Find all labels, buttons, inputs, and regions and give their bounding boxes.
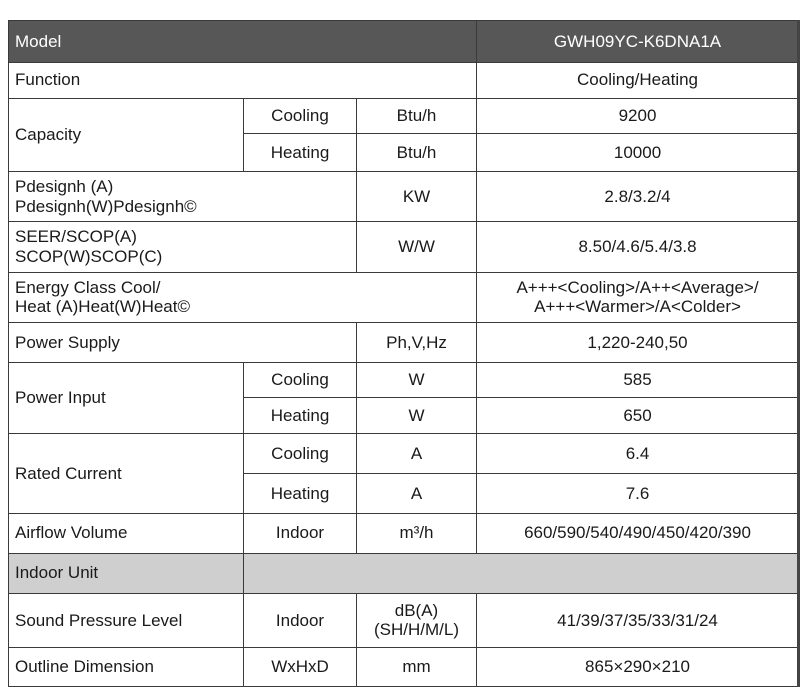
rated-current-cooling-unit: A <box>357 434 477 474</box>
power-supply-unit: Ph,V,Hz <box>357 322 477 362</box>
rated-current-heating-unit: A <box>357 473 477 513</box>
outline-unit: mm <box>357 648 477 687</box>
power-input-cooling-mode: Cooling <box>244 362 357 398</box>
power-supply-row <box>9 322 799 362</box>
capacity-heating-mode: Heating <box>244 134 357 172</box>
energy-class-value-line1: A+++<Cooling>/A++<Average>/ <box>516 277 759 297</box>
pdesignh-label <box>9 172 357 222</box>
spec-table <box>8 20 799 687</box>
rated-current-cooling-mode: Cooling <box>244 434 357 474</box>
power-input-heating-unit: W <box>357 398 477 434</box>
capacity-cooling-value: 9200 <box>477 98 799 134</box>
rated-current-cooling-row <box>9 434 799 474</box>
sound-row <box>9 593 799 648</box>
capacity-cooling-row <box>9 98 799 134</box>
indoor-unit-label: Indoor Unit <box>9 553 244 593</box>
airflow-unit: m³/h <box>357 513 477 553</box>
header-row <box>9 21 799 63</box>
model-value: GWH09YC-K6DNA1A <box>477 21 799 63</box>
capacity-cooling-mode: Cooling <box>244 98 357 134</box>
capacity-label: Capacity <box>9 98 244 171</box>
outline-label: Outline Dimension <box>9 648 244 687</box>
function-label: Function <box>9 62 477 98</box>
power-input-label: Power Input <box>9 362 244 433</box>
seer-row <box>9 222 799 272</box>
airflow-row <box>9 513 799 553</box>
outline-mode: WxHxD <box>244 648 357 687</box>
seer-value: 8.50/4.6/5.4/3.8 <box>477 222 799 272</box>
sound-unit <box>357 593 477 648</box>
outline-row <box>9 648 799 687</box>
energy-class-label-line2: Heat (A)Heat(W)Heat© <box>15 297 191 317</box>
energy-class-value-line2: A+++<Warmer>/A<Colder> <box>534 297 741 317</box>
sound-unit-line1: dB(A) <box>394 600 439 620</box>
energy-class-value <box>477 272 799 322</box>
energy-class-row <box>9 272 799 322</box>
power-input-cooling-value: 585 <box>477 362 799 398</box>
airflow-label: Airflow Volume <box>9 513 244 553</box>
sound-unit-line2: (SH/H/M/L) <box>374 620 459 640</box>
indoor-unit-fill <box>244 553 799 593</box>
power-input-heating-mode: Heating <box>244 398 357 434</box>
pdesignh-unit: KW <box>357 172 477 222</box>
power-input-cooling-unit: W <box>357 362 477 398</box>
pdesignh-row <box>9 172 799 222</box>
sound-label: Sound Pressure Level <box>9 593 244 648</box>
airflow-value: 660/590/540/490/450/420/390 <box>477 513 799 553</box>
power-supply-label: Power Supply <box>9 322 357 362</box>
pdesignh-value: 2.8/3.2/4 <box>477 172 799 222</box>
pdesignh-label-line1: Pdesignh (A) <box>15 177 114 197</box>
outline-value: 865×290×210 <box>477 648 799 687</box>
model-label: Model <box>9 21 477 63</box>
rated-current-heating-value: 7.6 <box>477 473 799 513</box>
seer-label-line2: SCOP(W)SCOP(C) <box>15 246 163 266</box>
rated-current-cooling-value: 6.4 <box>477 434 799 474</box>
function-value: Cooling/Heating <box>477 62 799 98</box>
power-input-cooling-row <box>9 362 799 398</box>
capacity-heating-unit: Btu/h <box>357 134 477 172</box>
indoor-unit-row <box>9 553 799 593</box>
seer-label <box>9 222 357 272</box>
capacity-cooling-unit: Btu/h <box>357 98 477 134</box>
capacity-heating-value: 10000 <box>477 134 799 172</box>
function-row <box>9 62 799 98</box>
pdesignh-label-line2: Pdesignh(W)Pdesignh© <box>15 196 197 216</box>
power-supply-value: 1,220-240,50 <box>477 322 799 362</box>
power-input-heating-value: 650 <box>477 398 799 434</box>
sound-mode: Indoor <box>244 593 357 648</box>
sound-value: 41/39/37/35/33/31/24 <box>477 593 799 648</box>
energy-class-label-line1: Energy Class Cool/ <box>15 277 161 297</box>
airflow-mode: Indoor <box>244 513 357 553</box>
rated-current-heating-mode: Heating <box>244 473 357 513</box>
seer-unit: W/W <box>357 222 477 272</box>
rated-current-label: Rated Current <box>9 434 244 514</box>
seer-label-line1: SEER/SCOP(A) <box>15 227 137 247</box>
energy-class-label <box>9 272 477 322</box>
